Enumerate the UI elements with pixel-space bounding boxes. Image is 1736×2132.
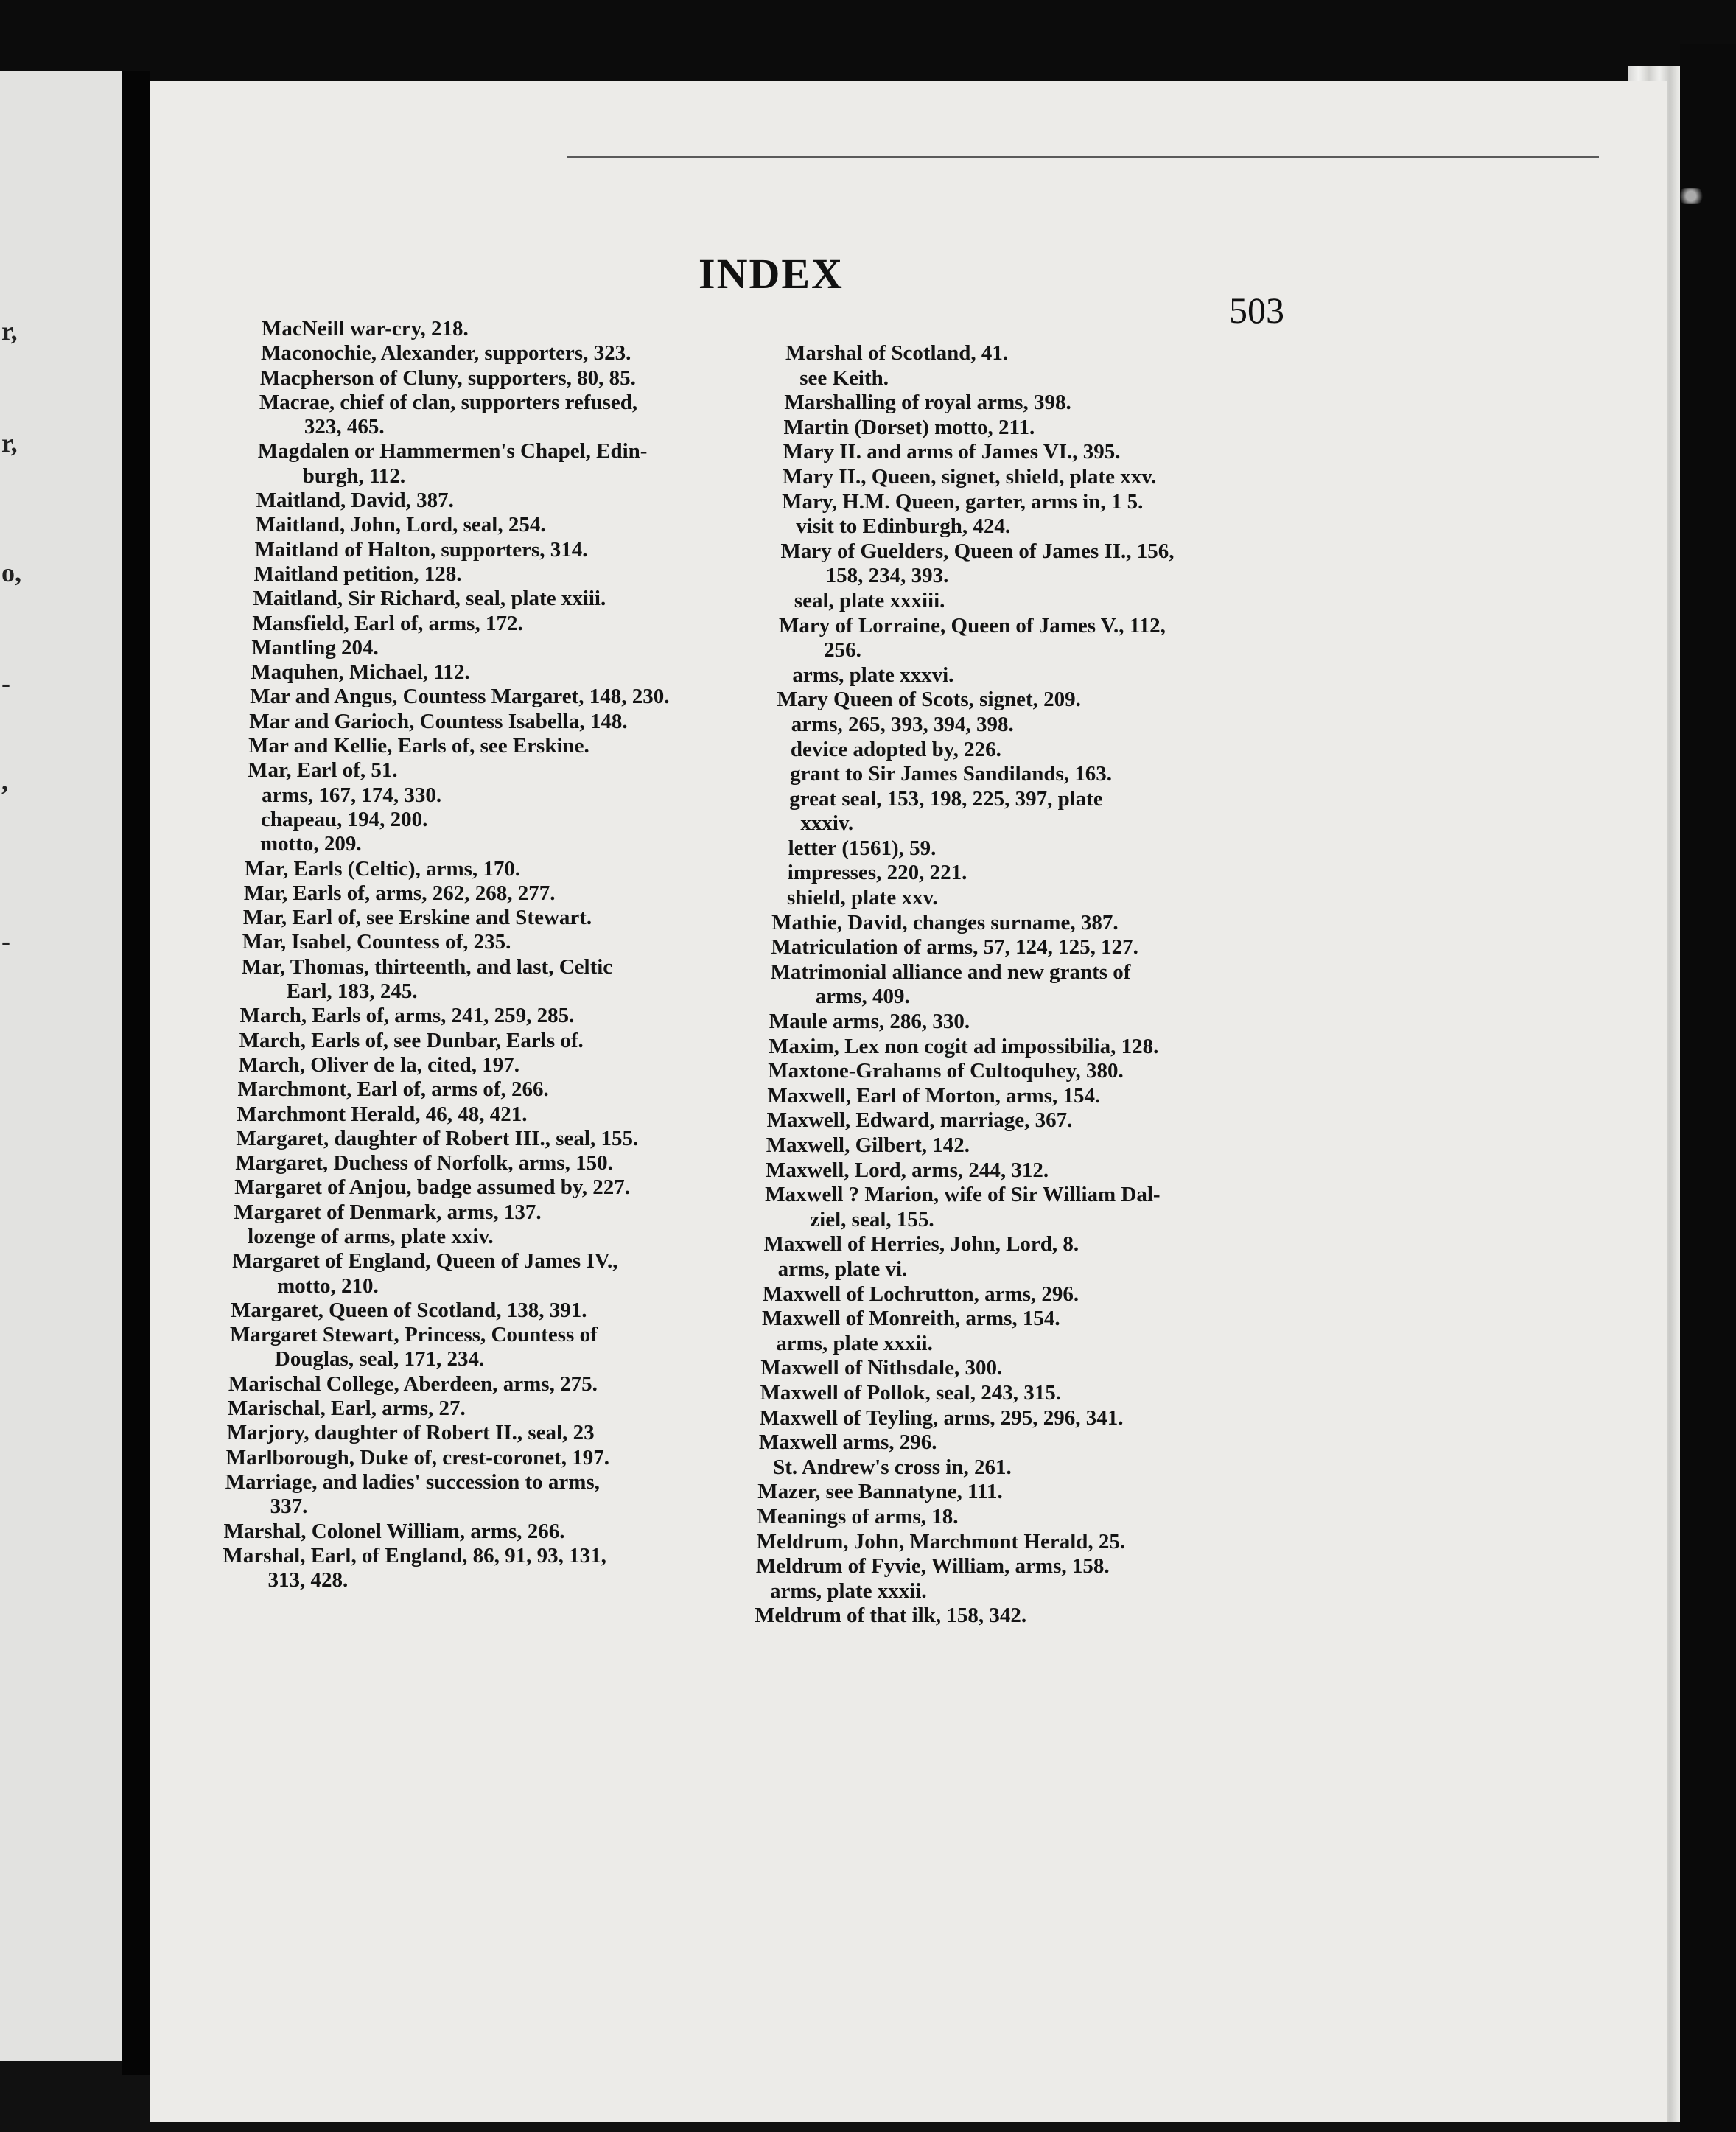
- index-entry: Mary of Guelders, Queen of James II., 156,: [780, 539, 1175, 563]
- index-entry: Mar, Isabel, Countess of, 235.: [242, 930, 511, 954]
- index-entry: motto, 210.: [277, 1273, 379, 1298]
- index-entry: Marshalling of royal arms, 398.: [784, 391, 1071, 415]
- index-entry: great seal, 153, 198, 225, 397, plate: [789, 786, 1103, 811]
- left-fragment: -: [1, 926, 10, 956]
- left-fragment: -: [1, 668, 10, 698]
- index-entry: Maxwell of Pollok, seal, 243, 315.: [760, 1380, 1061, 1405]
- index-entry: Margaret Stewart, Princess, Countess of: [229, 1323, 598, 1347]
- index-entry: Maquhen, Michael, 112.: [251, 660, 470, 685]
- index-entry: lozenge of arms, plate xxiv.: [248, 1224, 494, 1248]
- index-entry: Margaret, Duchess of Norfolk, arms, 150.: [235, 1151, 613, 1175]
- index-entry: Marshal of Scotland, 41.: [785, 341, 1009, 365]
- index-entry: Meldrum of that ilk, 158, 342.: [755, 1604, 1027, 1628]
- index-entry: arms, 265, 393, 394, 398.: [791, 712, 1014, 736]
- index-entry: Margaret of Anjou, badge assumed by, 227.: [234, 1175, 631, 1200]
- index-entry: Marchmont, Earl of, arms of, 266.: [237, 1077, 549, 1102]
- index-entry: see Keith.: [799, 366, 889, 390]
- index-entry: Mansfield, Earl of, arms, 172.: [252, 611, 523, 635]
- index-entry: Maxwell, Gilbert, 142.: [766, 1133, 970, 1157]
- index-entry: Magdalen or Hammermen's Chapel, Edin-: [257, 439, 648, 464]
- index-entry: Maxwell of Lochrutton, arms, 296.: [762, 1282, 1079, 1306]
- index-entry: Douglas, seal, 171, 234.: [274, 1347, 485, 1371]
- top-background-band: [0, 0, 1736, 81]
- index-entry: Maxwell, Earl of Morton, arms, 154.: [767, 1083, 1101, 1108]
- index-entry: Margaret of England, Queen of James IV.,: [232, 1249, 618, 1273]
- index-entry: Maxtone-Grahams of Cultoquhey, 380.: [768, 1059, 1124, 1083]
- index-entry: Marshal, Colonel William, arms, 266.: [223, 1519, 565, 1543]
- index-entry: Mar, Earls of, arms, 262, 268, 277.: [243, 881, 556, 905]
- index-entry: Mary II. and arms of James VI., 395.: [783, 440, 1121, 464]
- index-entry: seal, plate xxxiii.: [794, 588, 945, 612]
- index-entry: Maxwell of Nithsdale, 300.: [760, 1356, 1003, 1380]
- index-entry: arms, plate xxxii.: [776, 1331, 933, 1355]
- index-entry: Maitland of Halton, supporters, 314.: [254, 537, 588, 562]
- index-entry: Mantling 204.: [251, 635, 379, 660]
- index-entry: Mary of Lorraine, Queen of James V., 112,: [778, 613, 1166, 637]
- index-entry: motto, 209.: [259, 832, 362, 856]
- index-entry: arms, plate xxxii.: [770, 1579, 927, 1603]
- index-entry: burgh, 112.: [302, 464, 406, 488]
- index-entry: Marischal College, Aberdeen, arms, 275.: [228, 1371, 598, 1396]
- index-entry: letter (1561), 59.: [788, 836, 937, 860]
- index-entry: Maxwell, Edward, marriage, 367.: [766, 1108, 1073, 1133]
- index-entry: ziel, seal, 155.: [810, 1207, 934, 1231]
- right-background: [1680, 44, 1736, 2132]
- index-entry: chapeau, 194, 200.: [261, 807, 428, 831]
- index-entry: Margaret, Queen of Scotland, 138, 391.: [231, 1298, 587, 1322]
- index-entry: Earl, 183, 245.: [286, 979, 418, 1004]
- left-fragment: o,: [1, 558, 21, 587]
- left-fragment: r,: [1, 316, 18, 346]
- index-entry: Margaret, daughter of Robert III., seal, 155.: [236, 1126, 639, 1150]
- index-entry: Macpherson of Cluny, supporters, 80, 85.: [259, 366, 636, 390]
- index-entry: Mar, Earl of, see Erskine and Stewart.: [242, 906, 592, 930]
- index-entry: Maitland, John, Lord, seal, 254.: [255, 513, 546, 537]
- left-fragment: ,: [1, 766, 8, 796]
- index-entry: Mary Queen of Scots, signet, 209.: [777, 688, 1081, 712]
- index-entry: xxxiv.: [800, 811, 854, 836]
- index-entry: Mathie, David, changes surname, 387.: [771, 910, 1119, 934]
- index-entry: 256.: [824, 638, 861, 663]
- index-entry: Maitland, Sir Richard, seal, plate xxiii.: [253, 587, 606, 611]
- index-entry: Matriculation of arms, 57, 124, 125, 127.: [771, 935, 1138, 960]
- left-fragment: r,: [1, 428, 18, 458]
- header-rule: [567, 156, 1599, 158]
- index-entry: Marlborough, Duke of, crest-coronet, 197.: [225, 1445, 610, 1469]
- index-entry: arms, plate xxxvi.: [792, 663, 954, 687]
- scan-speck: [1676, 188, 1706, 204]
- index-column-right: [755, 341, 1345, 1629]
- index-entry: Mar, Thomas, thirteenth, and last, Celtic: [241, 954, 613, 979]
- index-entry: 158, 234, 393.: [825, 564, 949, 588]
- index-entry: Maitland petition, 128.: [253, 562, 462, 586]
- index-entry: Maxim, Lex non cogit ad impossibilia, 128.: [769, 1034, 1159, 1058]
- index-entry: arms, plate vi.: [777, 1257, 908, 1281]
- index-entry: 337.: [270, 1495, 308, 1519]
- index-entry: Meldrum of Fyvie, William, arms, 158.: [755, 1554, 1110, 1579]
- index-entry: Maxwell of Teyling, arms, 295, 296, 341.: [759, 1405, 1124, 1430]
- index-entry: impresses, 220, 221.: [787, 861, 967, 885]
- index-entry: Marchmont Herald, 46, 48, 421.: [237, 1102, 528, 1126]
- index-entry: Macrae, chief of clan, supporters refused,: [259, 390, 638, 414]
- index-entry: Maxwell of Herries, John, Lord, 8.: [763, 1232, 1079, 1257]
- index-entry: Marischal, Earl, arms, 27.: [227, 1397, 466, 1421]
- index-entry: shield, plate xxv.: [786, 886, 938, 910]
- index-entry: March, Earls of, see Dunbar, Earls of.: [239, 1028, 584, 1052]
- index-entry: Martin (Dorset) motto, 211.: [783, 415, 1035, 439]
- index-column-left: [223, 317, 822, 1593]
- index-entry: March, Earls of, arms, 241, 259, 285.: [239, 1004, 575, 1028]
- index-entry: arms, 409.: [815, 985, 910, 1009]
- index-entry: Matrimonial alliance and new grants of: [770, 960, 1131, 984]
- index-entry: Maxwell arms, 296.: [758, 1430, 937, 1455]
- index-entry: Maule arms, 286, 330.: [769, 1010, 970, 1034]
- index-entry: arms, 167, 174, 330.: [262, 783, 442, 807]
- index-entry: visit to Edinburgh, 424.: [796, 514, 1011, 539]
- index-entry: St. Andrew's cross in, 261.: [773, 1455, 1012, 1479]
- index-entry: Margaret of Denmark, arms, 137.: [234, 1200, 542, 1224]
- index-entry: Mazer, see Bannatyne, 111.: [757, 1480, 1003, 1504]
- index-entry: Maxwell, Lord, arms, 244, 312.: [765, 1158, 1049, 1182]
- index-entry: 313, 428.: [267, 1568, 349, 1593]
- index-entry: Maitland, David, 387.: [256, 489, 454, 513]
- index-entry: Mar and Kellie, Earls of, see Erskine.: [248, 734, 589, 758]
- index-entry: Mar, Earl of, 51.: [248, 758, 398, 783]
- index-entry: Mar, Earls (Celtic), arms, 170.: [244, 856, 521, 881]
- index-entry: Meldrum, John, Marchmont Herald, 25.: [756, 1529, 1126, 1553]
- index-entry: Mary II., Queen, signet, shield, plate xxv.: [782, 464, 1157, 489]
- index-entry: grant to Sir James Sandilands, 163.: [790, 762, 1113, 786]
- book-gutter: [122, 71, 150, 2075]
- index-entry: Mar and Garioch, Countess Isabella, 148.: [249, 709, 628, 733]
- page-title: INDEX: [699, 250, 844, 298]
- index-entry: Mary, H.M. Queen, garter, arms in, 1 5.: [782, 489, 1144, 514]
- index-entry: device adopted by, 226.: [790, 737, 1001, 761]
- index-entry: 323, 465.: [304, 415, 385, 439]
- index-entry: Mar and Angus, Countess Margaret, 148, 230.: [250, 685, 670, 709]
- index-entry: March, Oliver de la, cited, 197.: [238, 1052, 520, 1077]
- adjacent-page-strip: [0, 71, 122, 2061]
- index-entry: Maxwell ? Marion, wife of Sir William Dal-: [765, 1183, 1161, 1207]
- index-entry: Meanings of arms, 18.: [757, 1504, 959, 1528]
- page-number: 503: [1229, 290, 1284, 331]
- index-entry: Marjory, daughter of Robert II., seal, 23: [226, 1421, 595, 1445]
- index-entry: MacNeill war-cry, 218.: [262, 317, 469, 340]
- index-entry: Marriage, and ladies' succession to arms,: [225, 1469, 600, 1494]
- index-entry: Maxwell of Monreith, arms, 154.: [762, 1307, 1060, 1331]
- index-entry: Maconochie, Alexander, supporters, 323.: [260, 341, 631, 366]
- index-entry: Marshal, Earl, of England, 86, 91, 93, 131,: [223, 1543, 606, 1567]
